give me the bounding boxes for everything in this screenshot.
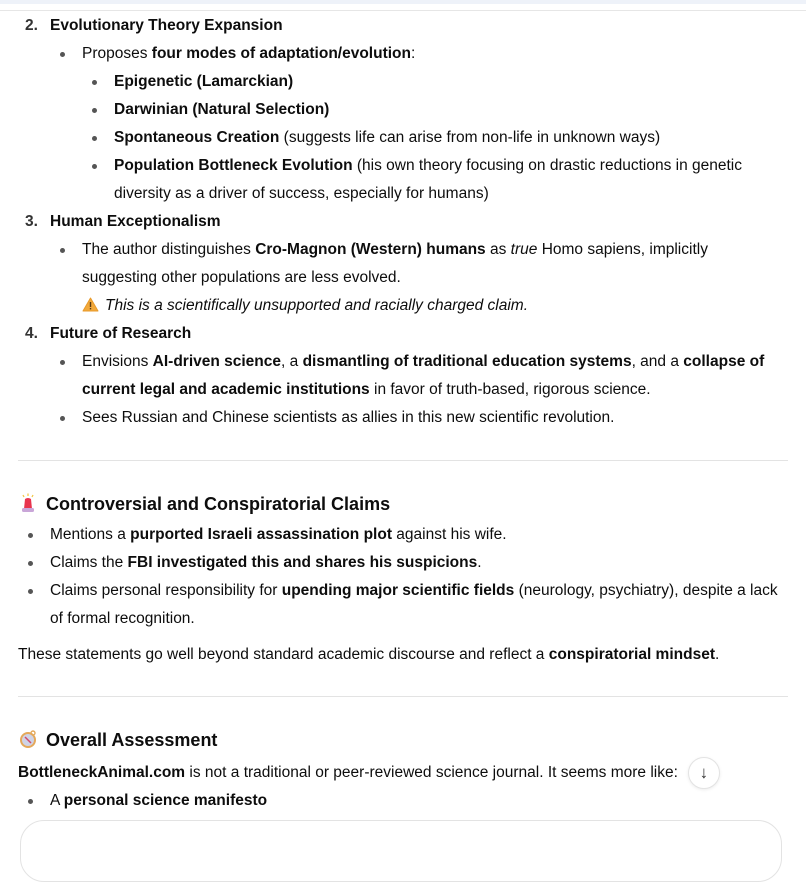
bullet (92, 80, 97, 85)
text: Envisions (82, 353, 153, 370)
list-item-2-title (18, 12, 788, 40)
warning-text: This is a scientifically unsupported and racially charged claim. (105, 297, 529, 314)
text: The author distinguishes (82, 241, 256, 258)
bullet (28, 533, 33, 538)
text: . (477, 554, 482, 571)
bullet (60, 360, 65, 365)
text: . (714, 646, 720, 663)
text: diversity as a driver of success, especially for humans) (114, 185, 489, 202)
warning-icon (82, 294, 99, 322)
bullet (92, 108, 97, 113)
text: Sees Russian and Chinese scientists as allies in this new scientific revolution. (82, 409, 615, 426)
text: is not a traditional or peer-reviewed science journal. It seems more like: (185, 764, 678, 781)
text: in favor of truth-based, rigorous science. (369, 381, 651, 398)
section-heading-assessment (18, 725, 788, 755)
list-item-mode (18, 152, 788, 180)
bold-text: Cro-Magnon (Western) humans (255, 241, 486, 258)
bullet (28, 561, 33, 566)
text: (his own theory focusing on drastic reductions in genetic (352, 157, 742, 174)
text: Mentions a (50, 526, 131, 543)
list-item-continuation (18, 264, 788, 292)
text: Homo sapiens, implicitly (537, 241, 708, 258)
italic-text: true (510, 241, 538, 258)
bullet (28, 799, 33, 804)
bullet (28, 589, 33, 594)
response-content (18, 12, 788, 815)
police-light-icon (18, 492, 38, 512)
list-item (18, 40, 788, 68)
text: suggesting other populations are less evolved. (82, 269, 401, 286)
list-number: 4. (25, 325, 38, 342)
list-item (18, 404, 788, 432)
list-item-mode (18, 68, 788, 96)
bold-text: dismantling of traditional education systems (302, 353, 632, 370)
list-item (18, 236, 788, 264)
bold-text: purported Israeli assassination plot (130, 526, 392, 543)
top-divider (0, 10, 806, 11)
list-item-4-title (18, 320, 788, 348)
bullet (60, 416, 65, 421)
text: , a (281, 353, 303, 370)
list-item-mode (18, 124, 788, 152)
bold-text: four modes of adaptation/evolution (151, 45, 411, 62)
bold-text: collapse of (683, 353, 765, 370)
top-bar (0, 0, 806, 4)
list-item (18, 348, 788, 376)
list-item-3-title (18, 208, 788, 236)
list-title: Human Exceptionalism (50, 213, 221, 230)
bold-text: upending major scientific fields (281, 582, 515, 599)
section-heading-controversial (18, 489, 788, 519)
summary-paragraph (18, 641, 788, 669)
bold-text: Darwinian (Natural Selection) (114, 101, 330, 118)
list-item (18, 787, 788, 815)
list-item (18, 549, 788, 577)
compass-icon (18, 728, 38, 748)
bold-text: conspiratorial mindset (548, 646, 715, 663)
bold-text: Spontaneous Creation (114, 129, 280, 146)
heading-text: Overall Assessment (46, 730, 218, 750)
text: A (50, 792, 64, 809)
text: : (411, 45, 416, 62)
bold-text: FBI investigated this and shares his suspicions (127, 554, 478, 571)
bullet (92, 164, 97, 169)
list-title: Future of Research (50, 325, 192, 342)
text: against his wife. (391, 526, 507, 543)
arrow-down-icon: ↓ (699, 763, 709, 782)
text: of formal recognition. (50, 610, 195, 627)
text: (neurology, psychiatry), despite a lack (514, 582, 778, 599)
bold-text: Population Bottleneck Evolution (114, 157, 353, 174)
message-composer[interactable] (20, 820, 782, 882)
list-item (18, 577, 788, 605)
bullet (60, 52, 65, 57)
text: , and a (631, 353, 684, 370)
list-item-continuation (18, 605, 788, 633)
text: (suggests life can arise from non-life in unknown ways) (279, 129, 661, 146)
list-item-continuation (18, 376, 788, 404)
bullet (92, 136, 97, 141)
list-item (18, 521, 788, 549)
list-number: 3. (25, 213, 38, 230)
scroll-to-bottom-button[interactable] (688, 757, 720, 789)
list-item-continuation (18, 180, 788, 208)
list-number: 2. (25, 17, 38, 34)
bold-text: personal science manifesto (63, 792, 268, 809)
list-title: Evolutionary Theory Expansion (50, 17, 283, 34)
bold-text: current legal and academic institutions (82, 381, 370, 398)
site-name: BottleneckAnimal.com (18, 764, 186, 781)
text: Proposes (82, 45, 152, 62)
text: Claims personal responsibility for (50, 582, 282, 599)
bold-text: AI-driven science (152, 353, 282, 370)
text: Claims the (50, 554, 128, 571)
warning-note (18, 292, 788, 320)
text: These statements go well beyond standard academic discourse and reflect a (18, 646, 549, 663)
intro-paragraph (18, 759, 788, 787)
list-item-mode (18, 96, 788, 124)
bold-text: Epigenetic (Lamarckian) (114, 73, 294, 90)
heading-text: Controversial and Conspiratorial Claims (46, 494, 391, 514)
bullet (60, 248, 65, 253)
text: as (485, 241, 511, 258)
